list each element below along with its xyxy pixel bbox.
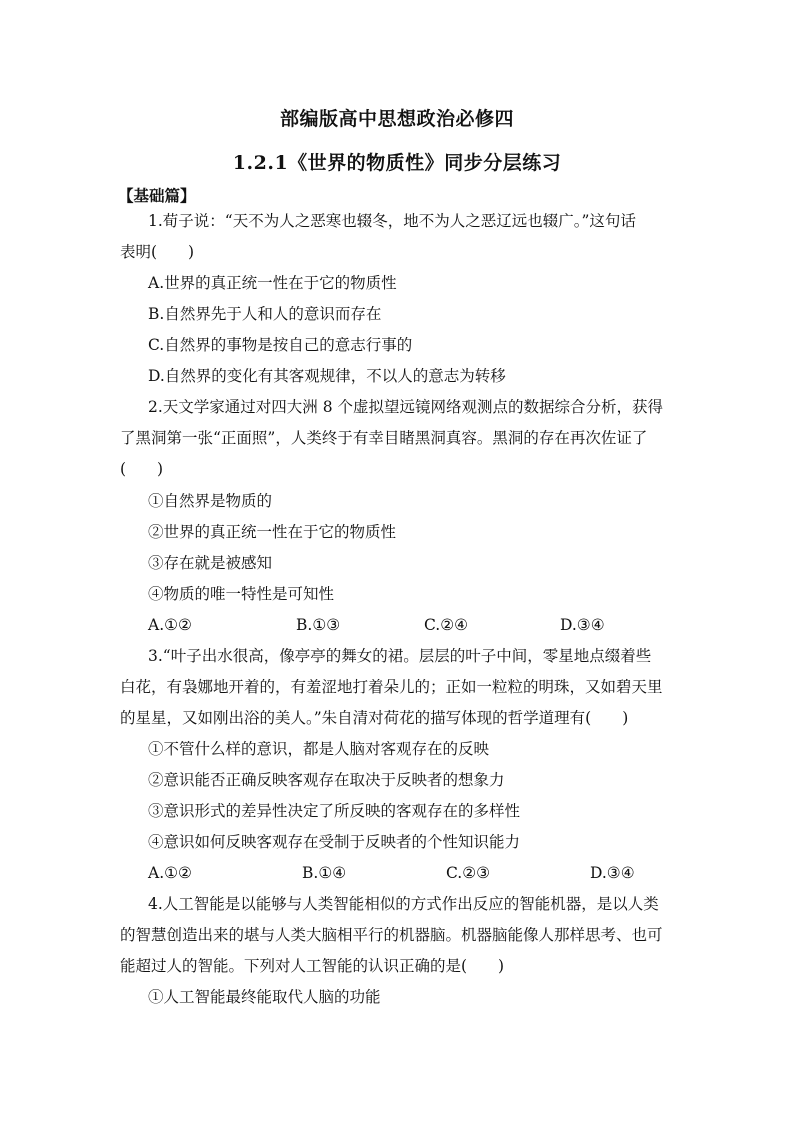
q2-choice-c: C.②④ — [424, 616, 469, 634]
section-heading: 【基础篇】 — [118, 186, 196, 205]
q2-choice-a: A.①② — [148, 616, 192, 634]
q4-item-1: ①人工智能最终能取代人脑的功能 — [148, 988, 381, 1006]
q3-item-2: ②意识能否正确反映客观存在取决于反映者的想象力 — [148, 771, 505, 789]
q2-item-2: ②世界的真正统一性在于它的物质性 — [148, 523, 397, 541]
q1-stem-line-2: 表明( ) — [120, 243, 195, 261]
document-subtitle: 1.2.1《世界的物质性》同步分层练习 — [232, 152, 562, 174]
q2-item-4: ④物质的唯一特性是可知性 — [148, 585, 335, 603]
q3-choice-d: D.③④ — [590, 864, 635, 882]
q3-item-1: ①不管什么样的意识，都是人脑对客观存在的反映 — [148, 740, 490, 758]
q2-stem-line-2: 了黑洞第一张“正面照”，人类终于有幸目睹黑洞真容。黑洞的存在再次佐证了 — [120, 429, 648, 447]
q2-choice-b: B.①③ — [296, 616, 341, 634]
q1-option-b: B.自然界先于人和人的意识而存在 — [148, 305, 382, 323]
q3-choice-c: C.②③ — [446, 864, 491, 882]
q1-option-c: C.自然界的事物是按自己的意志行事的 — [148, 336, 413, 354]
q3-choice-a: A.①② — [148, 864, 192, 882]
q1-option-d: D.自然界的变化有其客观规律，不以人的意志为转移 — [148, 367, 506, 385]
q3-item-3: ③意识形式的差异性决定了所反映的客观存在的多样性 — [148, 802, 521, 820]
q2-stem-line-1: 2.天文学家通过对四大洲 8 个虚拟望远镜网络观测点的数据综合分析，获得 — [148, 398, 664, 416]
q2-choice-d: D.③④ — [560, 616, 605, 634]
q3-stem-line-2: 白花，有袅娜地开着的，有羞涩地打着朵儿的；正如一粒粒的明珠，又如碧天里 — [120, 678, 663, 696]
q1-option-a: A.世界的真正统一性在于它的物质性 — [148, 274, 397, 292]
q1-stem-line-1: 1.荀子说：“天不为人之恶寒也辍冬，地不为人之恶辽远也辍广。”这句话 — [148, 212, 636, 230]
q3-item-4: ④意识如何反映客观存在受制于反映者的个性知识能力 — [148, 833, 521, 851]
q4-stem-line-3: 能超过人的智能。下列对人工智能的认识正确的是( ) — [120, 957, 505, 975]
q3-choice-b: B.①④ — [302, 864, 347, 882]
document-title: 部编版高中思想政治必修四 — [279, 108, 514, 130]
q4-stem-line-1: 4.人工智能是以能够与人类智能相似的方式作出反应的智能机器，是以人类 — [148, 895, 659, 913]
q2-item-1: ①自然界是物质的 — [148, 492, 273, 510]
q3-stem-line-1: 3.“叶子出水很高，像亭亭的舞女的裙。层层的叶子中间，零星地点缀着些 — [148, 647, 652, 665]
q2-stem-line-3: ( ) — [120, 460, 164, 478]
q4-stem-line-2: 的智慧创造出来的堪与人类大脑相平行的机器脑。机器脑能像人那样思考、也可 — [120, 926, 663, 944]
q3-stem-line-3: 的星星，又如刚出浴的美人。”朱自清对荷花的描写体现的哲学道理有( ) — [120, 709, 629, 727]
q2-item-3: ③存在就是被感知 — [148, 554, 273, 572]
